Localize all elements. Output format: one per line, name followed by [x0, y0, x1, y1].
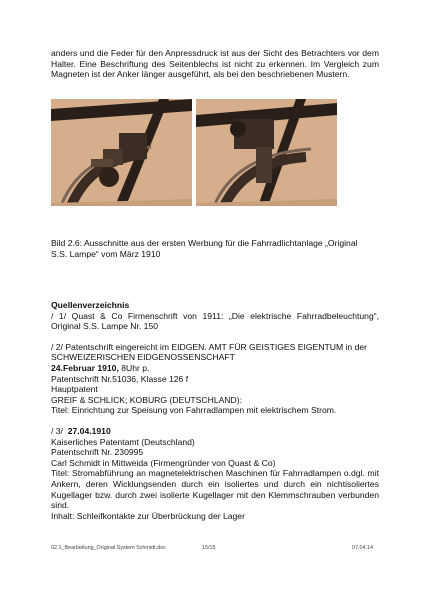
sources-heading: Quellenverzeichnis: [51, 300, 130, 310]
figure-caption: [51, 238, 379, 259]
caption-line2: S.S. Lampe“ vom März 1910: [51, 248, 161, 259]
source-entry-2-line1: / 2/ Patentschrift eingereicht im EIDGEN. AMT FÜR GEISTIGES EIGENTUM in der SCHWEIZERISCHEN EIDGENOSSENSCHAFT: [51, 341, 367, 363]
source-entry-2-line3: Patentschrift Nr.51036, Klasse 126 f: [51, 373, 189, 384]
footer-date: 07.04.14: [352, 545, 373, 551]
advert-figure: [51, 99, 337, 206]
caption-line1: Bild 2.6: Ausschnitte aus der ersten Werbung für die Fahrradlichtanlage „Original: [51, 238, 358, 248]
source-entry-3-date: 27.04.1910: [67, 425, 111, 436]
source-entry-3-line4: Carl Schmidt in Mittweida (Firmengründer von Quast & Co): [51, 457, 276, 468]
footer-page-number: 15/15: [202, 545, 216, 551]
source-entry-3-content: Inhalt: Schleifkontakte zur Überbrückung der Lager: [51, 510, 245, 521]
advert-photo-right: [196, 99, 337, 206]
source-entry-3-line3: Patentschrift Nr. 230995: [51, 447, 144, 458]
sources-section: [51, 300, 379, 521]
source-entry-3-prefix: / 3/: [51, 425, 68, 436]
source-entry-2-line4: Hauptpatent: [51, 384, 98, 395]
source-entry-2-date-rest: 8Uhr p.: [118, 362, 150, 373]
footer-filename: 02.1_Bearbeitung_Original System Schmidt.doc: [51, 545, 166, 551]
source-entry-2-line5: GREIF & SCHLICK; KOBURG (DEUTSCHLAND):: [51, 394, 242, 405]
intro-text: anders und die Feder für den Anpressdruck ist aus der Sicht des Betrachters vor dem Halter. Eine Beschriftung des Seitenblechs ist nicht zu erkennen. Im Vergleich zum Magneten ist der Anker länger ausgeführt, als bei den beschriebenen Mustern.: [51, 48, 379, 80]
source-entry-2-date: [51, 363, 379, 374]
intro-paragraph: [51, 48, 379, 80]
source-entry-1: / 1/ Quast & Co Firmenschrift von 1911: „Die elektrische Fahrradbeleuchtung“, Original S.S. Lampe Nr. 150: [51, 310, 379, 332]
source-entry-2-date-bold: 24.Februar 1910,: [51, 362, 119, 373]
source-entry-3-title: Titel: Stromabführung an magnetelektrischen Maschinen für Fahrradlampen o.dgl. mit Ankern, deren Wicklungsenden durch ein isoliertes und durch ein nichtisoliertes Kugellager bzw. durch zwei isolierte Kugellager mit den Klemmschrauben verbunden sind.: [51, 468, 379, 511]
source-entry-2-line6: Titel: Einrichtung zur Speisung von Fahrradlampen mit elektrischem Strom.: [51, 405, 337, 416]
source-entry-3-head: [51, 426, 379, 437]
advert-photo-left: [51, 99, 192, 206]
source-entry-3-line2: Kaiserliches Patentamt (Deutschland): [51, 436, 195, 447]
